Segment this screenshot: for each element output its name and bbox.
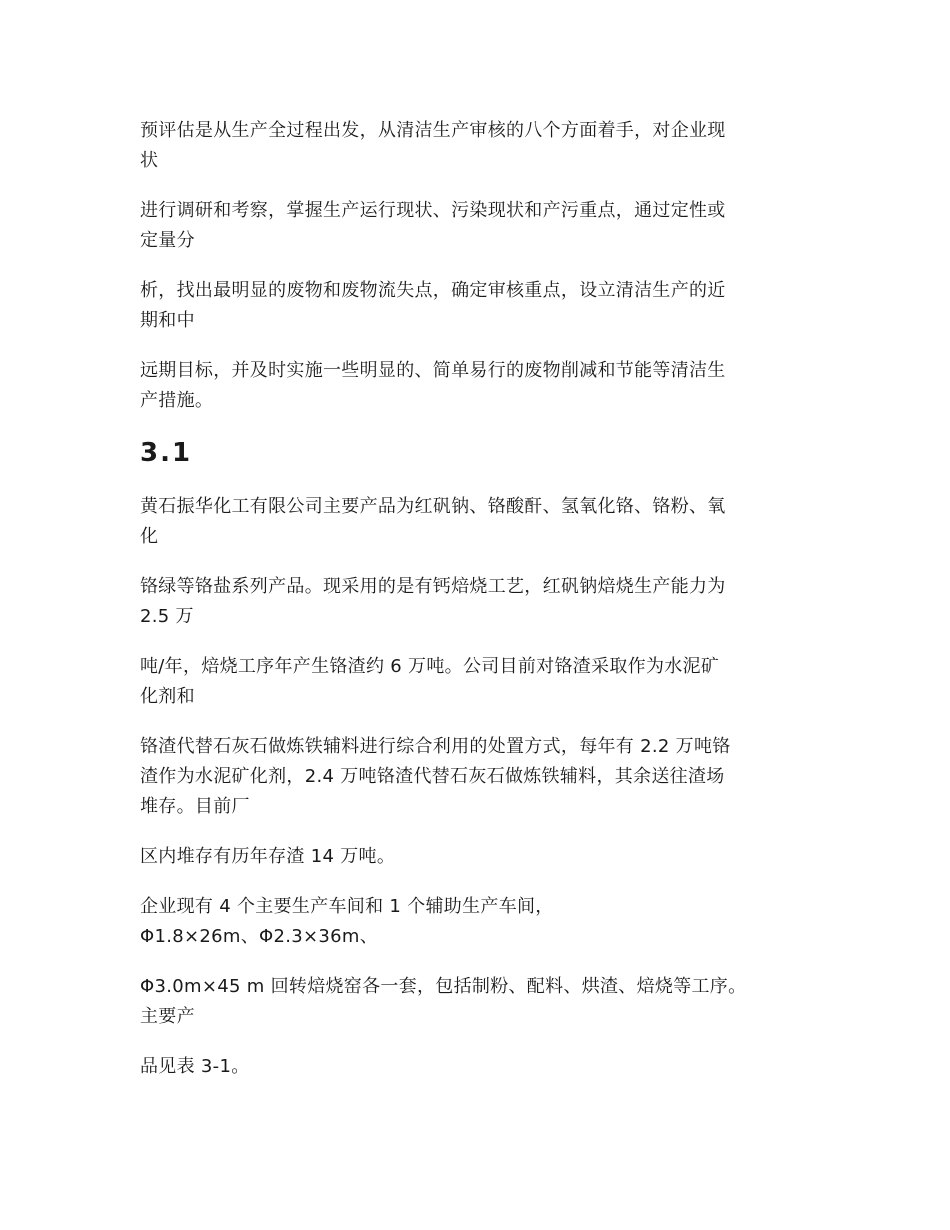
intro-paragraph-4: 远期目标，并及时实施一些明显的、简单易行的废物削减和节能等清洁生 产措施。 — [140, 360, 726, 411]
body-paragraph-3: 吨/年，焙烧工序年产生铬渣约 6 万吨。公司目前对铬渣采取作为水泥矿 化剂和 — [140, 656, 720, 707]
intro-paragraph-1: 预评估是从生产全过程出发，从清洁生产审核的八个方面着手，对企业现 状 — [140, 120, 726, 171]
section-heading: 3.1 — [140, 438, 193, 468]
body-paragraph-6: 企业现有 4 个主要生产车间和 1 个辅助生产车间， Φ1.8×26m、Φ2.3×36m、 — [140, 896, 554, 947]
body-paragraph-5: 区内堆存有历年存渣 14 万吨。 — [140, 846, 396, 867]
body-paragraph-7: Φ3.0m×45 m 回转焙烧窑各一套，包括制粉、配料、烘渣、焙烧等工序。 主要产 — [140, 976, 747, 1027]
body-paragraph-4: 铬渣代替石灰石做炼铁辅料进行综合利用的处置方式，每年有 2.2 万吨铬 渣作为水泥矿化剂，2.4 万吨铬渣代替石灰石做炼铁辅料，其余送往渣场 堆存。目前厂 — [140, 736, 731, 817]
body-paragraph-1: 黄石振华化工有限公司主要产品为红矾钠、铬酸酐、氢氧化铬、铬粉、氧 化 — [140, 496, 726, 547]
body-paragraph-2: 铬绿等铬盐系列产品。现采用的是有钙焙烧工艺，红矾钠焙烧生产能力为 2.5 万 — [140, 576, 726, 627]
intro-paragraph-2: 进行调研和考察，掌握生产运行现状、污染现状和产污重点，通过定性或 定量分 — [140, 200, 726, 251]
intro-paragraph-3: 析，找出最明显的废物和废物流失点，确定审核重点，设立清洁生产的近 期和中 — [140, 280, 726, 331]
document-page — [140, 116, 820, 1102]
body-paragraph-8: 品见表 3-1。 — [140, 1056, 250, 1077]
